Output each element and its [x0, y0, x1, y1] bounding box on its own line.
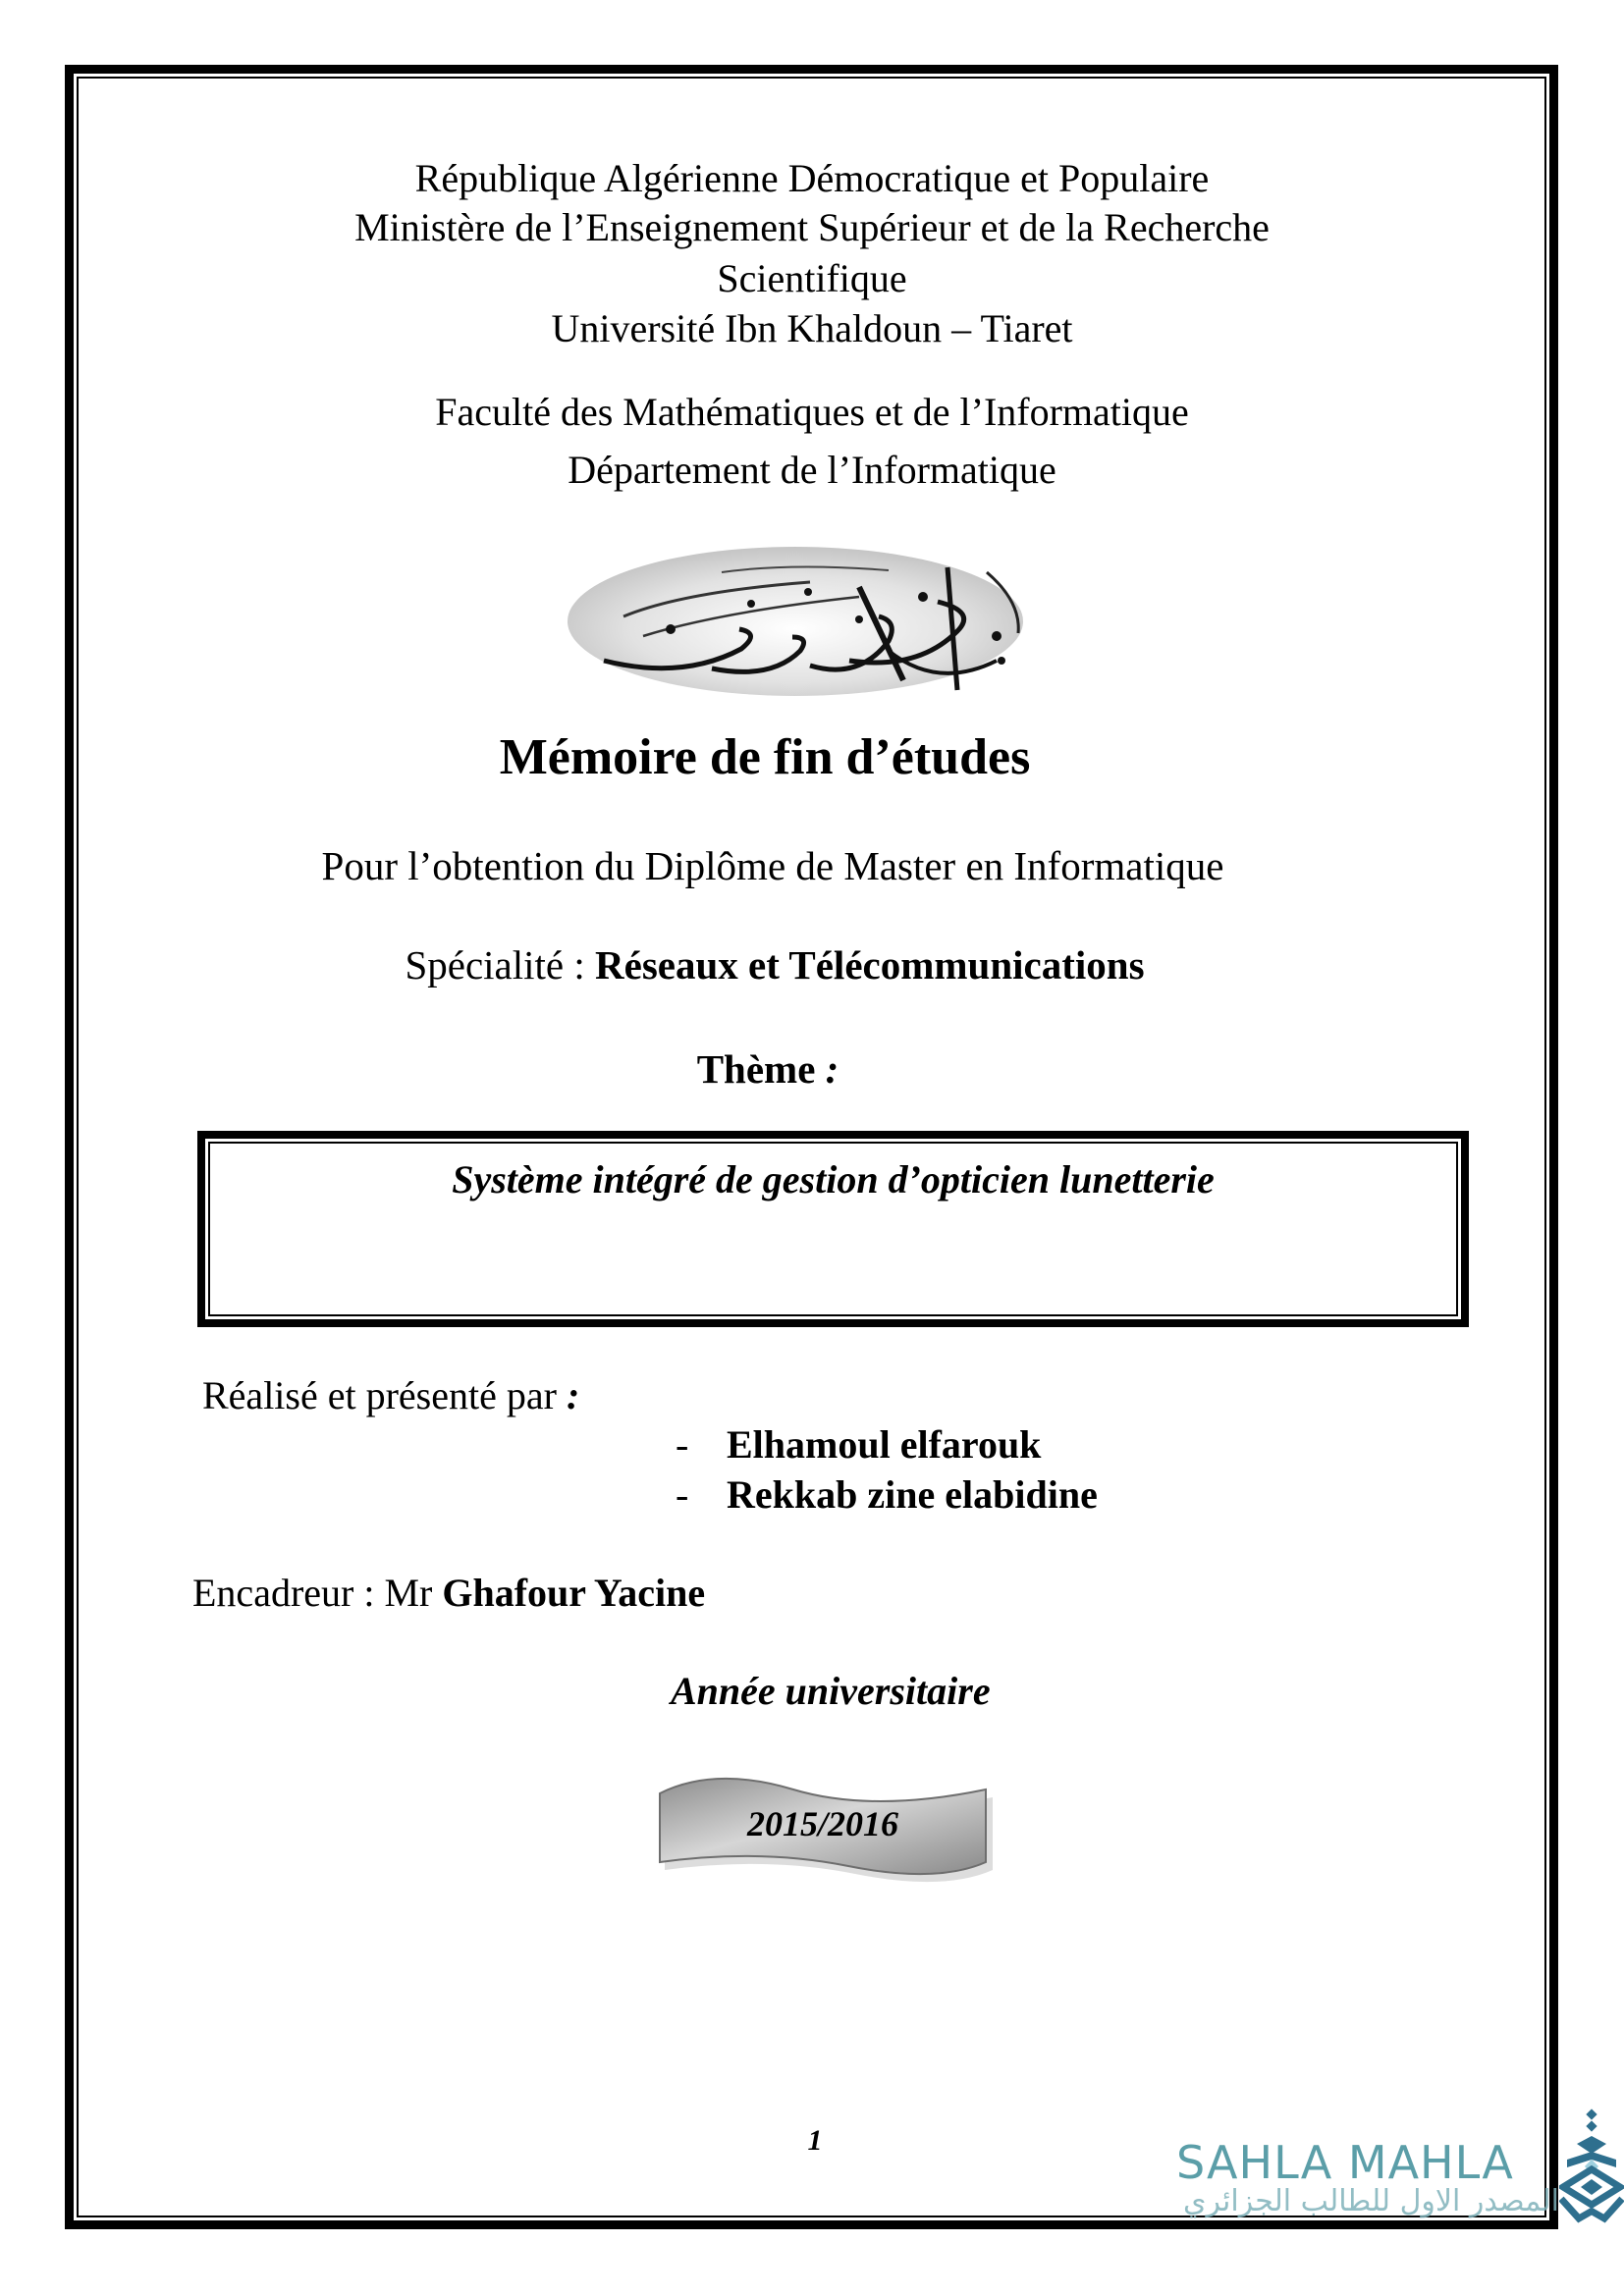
watermark-brand: SAHLA MAHLA [1176, 2136, 1514, 2189]
document-title: Mémoire de fin d’études [499, 729, 1031, 785]
author-bullet: - [676, 1422, 689, 1467]
author-name: Elhamoul elfarouk [727, 1422, 1042, 1467]
theme-colon: : [825, 1046, 839, 1092]
author-name: Rekkab zine elabidine [727, 1472, 1098, 1517]
author-bullet: - [676, 1472, 689, 1517]
university-calligraphy-seal-icon [565, 543, 1026, 700]
supervisor-name: Ghafour Yacine [442, 1571, 706, 1615]
sahla-mahla-emblem-icon [1559, 2109, 1624, 2230]
theme-label: Thème [696, 1046, 826, 1092]
specialty-label: Spécialité : [405, 942, 596, 988]
specialty-line [0, 942, 1587, 988]
specialty-value: Réseaux et Télécommunications [595, 942, 1145, 988]
faculty-line: Faculté des Mathématiques et de l’Informatique [435, 390, 1189, 434]
theme-title: Système intégré de gestion d’opticien lunetterie [452, 1157, 1215, 1201]
department-line: Département de l’Informatique [568, 448, 1056, 492]
degree-purpose: Pour l’obtention du Diplôme de Master en Informatique [321, 843, 1224, 888]
ministry-line-1: Ministère de l’Enseignement Supérieur et de la Recherche [354, 205, 1270, 249]
authors-label: Réalisé et présenté par [202, 1373, 567, 1417]
authors-label-line [202, 1373, 580, 1417]
ministry-line-2: Scientifique [717, 256, 907, 300]
supervisor-line [192, 1571, 706, 1615]
academic-year-value: 2015/2016 [746, 1804, 898, 1843]
theme-heading [0, 1046, 1580, 1092]
author-item [676, 1472, 1098, 1517]
author-item [676, 1422, 1042, 1467]
page-number: 1 [807, 2124, 823, 2157]
authors-label-colon: : [566, 1373, 580, 1417]
watermark-tagline: المصدر الاول للطالب الجزائري [1183, 2184, 1559, 2218]
academic-year-label: Année universitaire [671, 1669, 991, 1713]
supervisor-label: Encadreur : Mr [192, 1571, 443, 1615]
republic-line: République Algérienne Démocratique et Populaire [414, 156, 1210, 200]
university-line: Université Ibn Khaldoun – Tiaret [551, 306, 1073, 350]
